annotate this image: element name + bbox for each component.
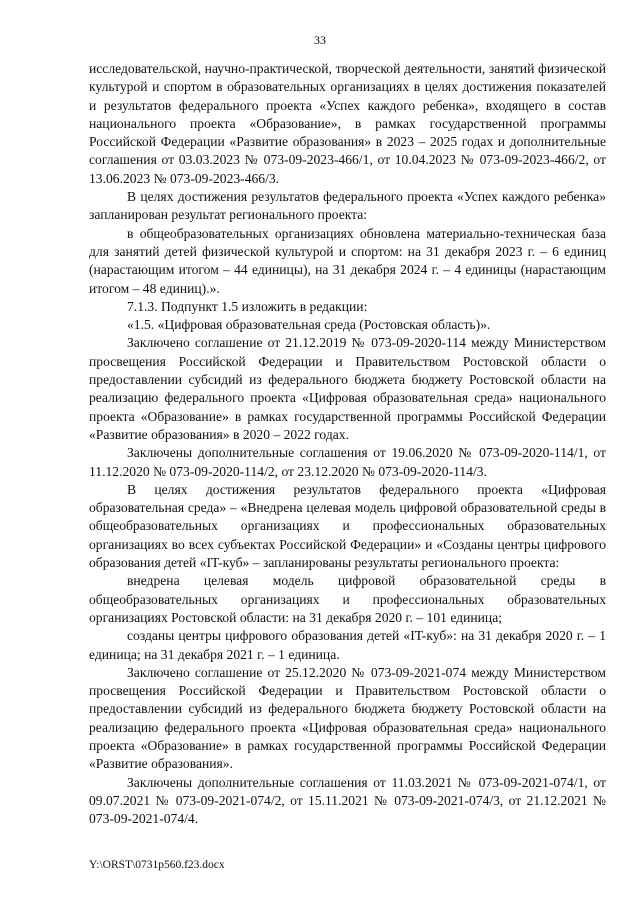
file-path-footer: Y:\ORST\0731p560.f23.docx <box>89 859 225 871</box>
paragraph-subclause-heading: 7.1.3. Подпункт 1.5 изложить в редакции: <box>127 298 368 314</box>
paragraph-continuation: исследовательской, научно-практической, творческой деятельности, занятий физической культурой и спортом в образовательных организациях в целях достижения показателей и результатов федерального проекта «Успех каждого ребенка», входящего в состав национального проекта «Образование», в рамках государственной программы Российской Федерации «Развитие образования» в 2023 – 2025 годах и дополнительные соглашения от 03.03.2023 № 073-09-2023-466/1, от 10.04.2023 № 073-09-2023-466/2, от 13.06.2023 № 073-09-2023-466/3. <box>89 61 606 186</box>
paragraph-goal-digital-env: В целях достижения результатов федерального проекта «Цифровая образовательная среда» – «Внедрена целевая модель цифровой образовательной среды в общеобразовательных организациях и профессиональных образовательных организациях во всех субъектах Российской Федерации» и «Созданы центры цифрового образования детей «IT-куб» – запланированы результаты регионального проекта: <box>89 481 606 571</box>
paragraph-result-target-model: внедрена целевая модель цифровой образовательной среды в общеобразовательных организациях и профессиональных образовательных организациях Ростовской области: на 31 декабря 2020 г. – 101 единица; <box>89 573 606 625</box>
paragraph-supplementary-2021: Заключены дополнительные соглашения от 11.03.2021 № 073-09-2021-074/1, от 09.07.2021 № 073-09-2021-074/2, от 15.11.2021 № 073-09-2021-074/3, от 21.12.2021 № 073-09-2021-074/4. <box>89 774 606 827</box>
paragraph-result-it-cube: созданы центры цифрового образования детей «IT-куб»: на 31 декабря 2020 г. – 1 единица; на 31 декабря 2021 г. – 1 единица. <box>89 628 606 662</box>
document-body <box>89 60 606 828</box>
paragraph-goal-uspekh: В целях достижения результатов федерального проекта «Успех каждого ребенка» запланирован результат регионального проекта: <box>89 189 606 223</box>
paragraph-agreement-2019: Заключено соглашение от 21.12.2019 № 073-09-2020-114 между Министерством просвещения Российской Федерации и Правительством Ростовской области о предоставлении субсидий из федерального бюджета бюджету Ростовской области на реализацию федерального проекта «Цифровая образовательная среда» национального проекта «Образование» в рамках государственной программы Российской Федерации «Развитие образования» в 2020 – 2022 годах. <box>89 335 606 442</box>
page-number: 33 <box>314 33 326 47</box>
paragraph-project-title: «1.5. «Цифровая образовательная среда (Ростовская область)». <box>127 317 491 333</box>
paragraph-agreement-2020: Заключено соглашение от 25.12.2020 № 073-09-2021-074 между Министерством просвещения Российской Федерации и Правительством Ростовской области о предоставлении субсидий из федерального бюджета бюджету Ростовской области на реализацию федерального проекта «Цифровая образовательная среда» национального проекта «Образование» в рамках государственной программы Российской Федерации «Развитие образования». <box>89 664 606 772</box>
paragraph-supplementary-2020: Заключены дополнительные соглашения от 19.06.2020 № 073-09-2020-114/1, от 11.12.2020 № 073-09-2020-114/2, от 23.12.2020 № 073-09-2020-114/3. <box>89 445 606 479</box>
paragraph-result-sport-base: в общеобразовательных организациях обновлена материально-техническая база для занятий детей физической культурой и спортом: на 31 декабря 2023 г. – 6 единиц (нарастающим итогом – 44 единицы), на 31 декабря 2024 г. – 4 единицы (нарастающим итогом – 48 единиц).». <box>89 225 606 296</box>
